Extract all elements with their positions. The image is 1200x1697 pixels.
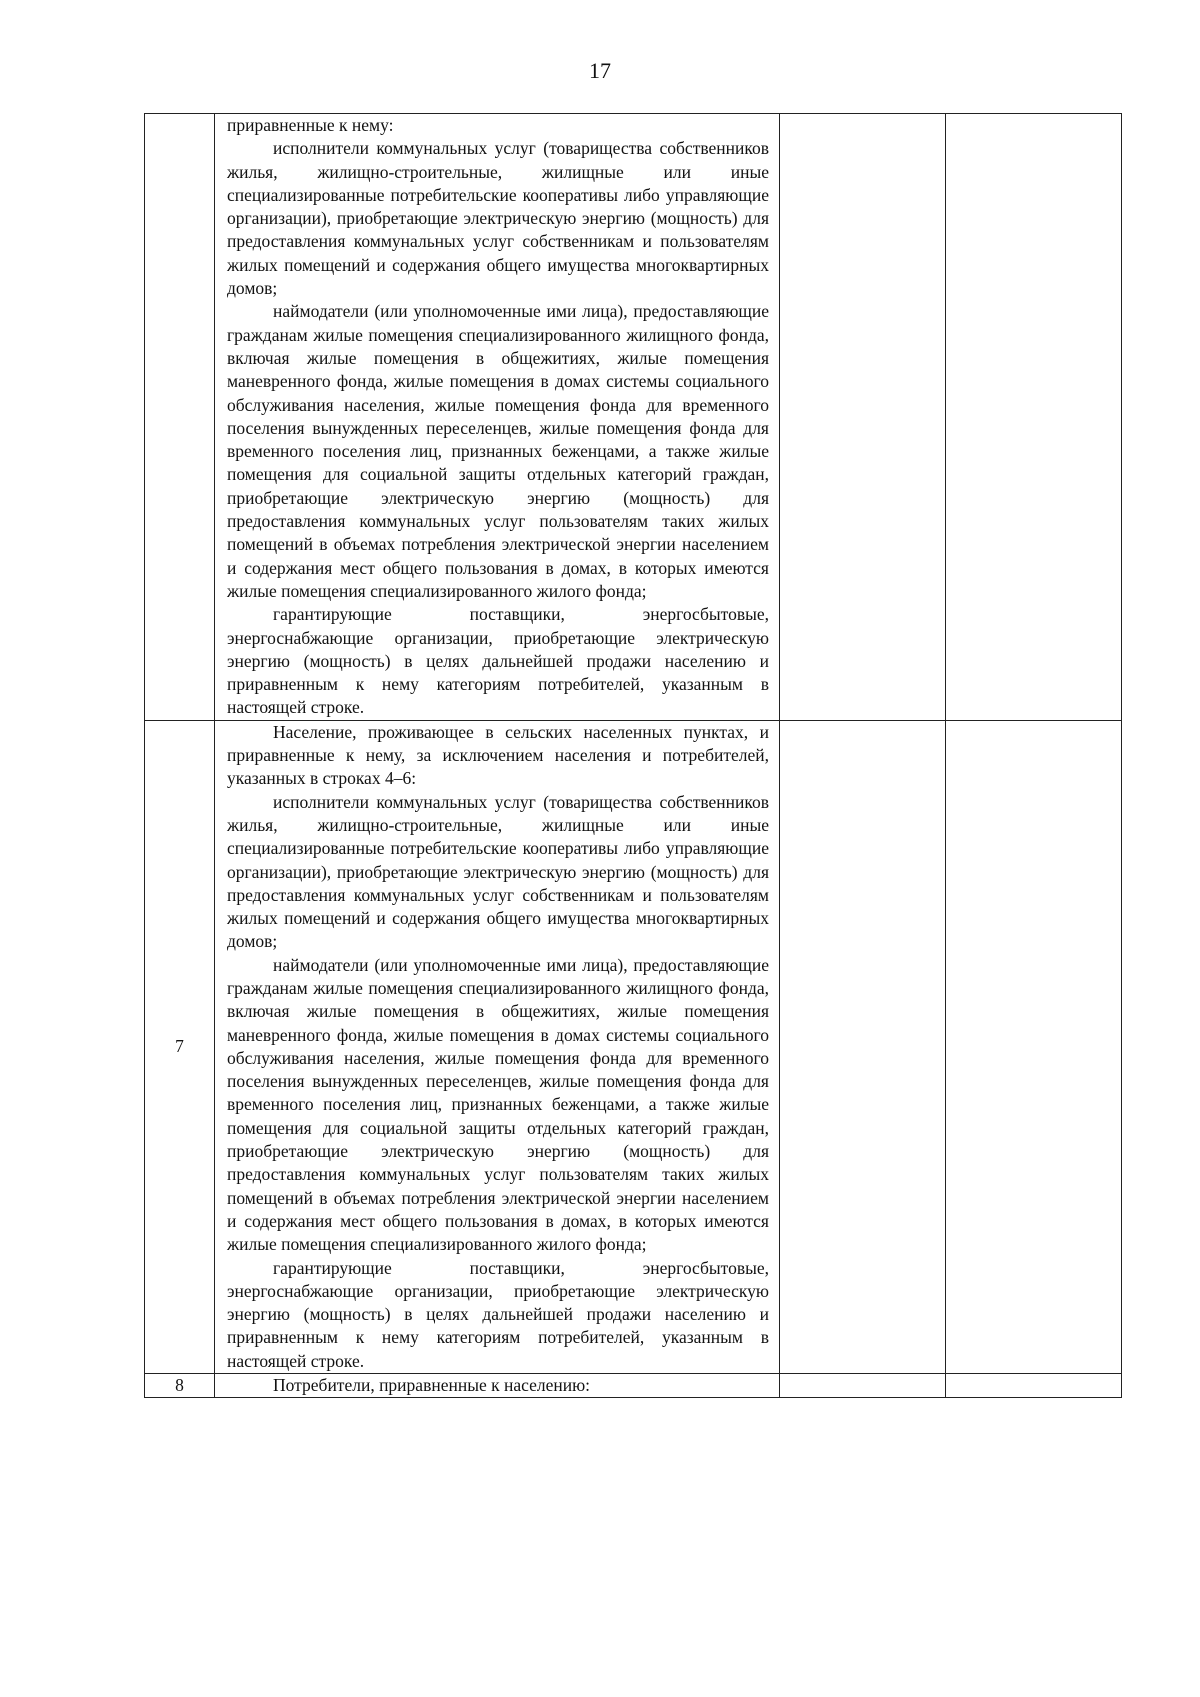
paragraph: наймодатели (или уполномоченные ими лица), предоставляющие гражданам жилые помещения специализированного жилищного фонда, включая жилые помещения в общежитиях, жилые помещения маневренного фонда, жилые помещения в домах системы социального обслуживания населения, жилые помещения фонда для временного поселения вынужденных переселенцев, жилые помещения фонда для временного поселения лиц, признанных беженцами, а также жилые помещения для социальной защиты отдельных категорий граждан, приобретающие электрическую энергию (мощность) для предоставления коммунальных услуг пользователям таких жилых помещений в объемах потребления электрической энергии населением и содержания мест общего пользования в домах, в которых имеются жилые помещения специализированного жилого фонда; [227, 301, 769, 601]
empty-cell [946, 720, 1122, 1373]
row-description-cell [215, 114, 780, 721]
paragraph: наймодатели (или уполномоченные ими лица), предоставляющие гражданам жилые помещения специализированного жилищного фонда, включая жилые помещения в общежитиях, жилые помещения маневренного фонда, жилые помещения в домах системы социального обслуживания населения, жилые помещения фонда для временного поселения вынужденных переселенцев, жилые помещения фонда для временного поселения лиц, признанных беженцами, а также жилые помещения для социальной защиты отдельных категорий граждан, приобретающие электрическую энергию (мощность) для предоставления коммунальных услуг пользователям таких жилых помещений в объемах потребления электрической энергии населением и содержания мест общего пользования в домах, в которых имеются жилые помещения специализированного жилого фонда; [227, 954, 769, 1255]
empty-cell [780, 1374, 946, 1398]
empty-cell [946, 114, 1122, 721]
table-row [145, 1374, 1122, 1398]
empty-cell [946, 1374, 1122, 1398]
paragraph: исполнители коммунальных услуг (товарищества собственников жилья, жилищно-строительные, жилищные или иные специализированные потребительские кооперативы либо управляющие организации), приобретающие электрическую энергию (мощность) для предоставления коммунальных услуг собственникам и пользователям жилых помещений и содержания общего имущества многоквартирных домов; [227, 138, 769, 299]
page-number: 17 [589, 58, 611, 83]
row-description-cell [215, 1374, 780, 1398]
row-number-cell: 7 [145, 720, 215, 1373]
paragraph: Население, проживающее в сельских населенных пунктах, и приравненные к нему, за исключением населения и потребителей, указанных в строках 4–6: [227, 721, 769, 789]
row-number-cell [145, 114, 215, 721]
paragraph: гарантирующие поставщики, энергосбытовые, энергоснабжающие организации, приобретающие электрическую энергию (мощность) в целях дальнейшей продажи населению и приравненным к нему категориям потребителей, указанным в настоящей строке. [227, 1257, 769, 1371]
row-description-cell [215, 720, 780, 1373]
row-number-cell: 8 [145, 1374, 215, 1398]
table-row [145, 720, 1122, 1373]
paragraph: приравненные к нему: [227, 115, 394, 135]
empty-cell [780, 720, 946, 1373]
tariff-table [144, 113, 1122, 1398]
paragraph: Потребители, приравненные к населению: [273, 1375, 591, 1396]
paragraph: исполнители коммунальных услуг (товарищества собственников жилья, жилищно-строительные, жилищные или иные специализированные потребительские кооперативы либо управляющие организации), приобретающие электрическую энергию (мощность) для предоставления коммунальных услуг собственникам и пользователям жилых помещений и содержания общего имущества многоквартирных домов; [227, 791, 769, 952]
table-row [145, 114, 1122, 721]
paragraph: гарантирующие поставщики, энергосбытовые, энергоснабжающие организации, приобретающие электрическую энергию (мощность) в целях дальнейшей продажи населению и приравненным к нему категориям потребителей, указанным в настоящей строке. [227, 604, 769, 718]
empty-cell [780, 114, 946, 721]
